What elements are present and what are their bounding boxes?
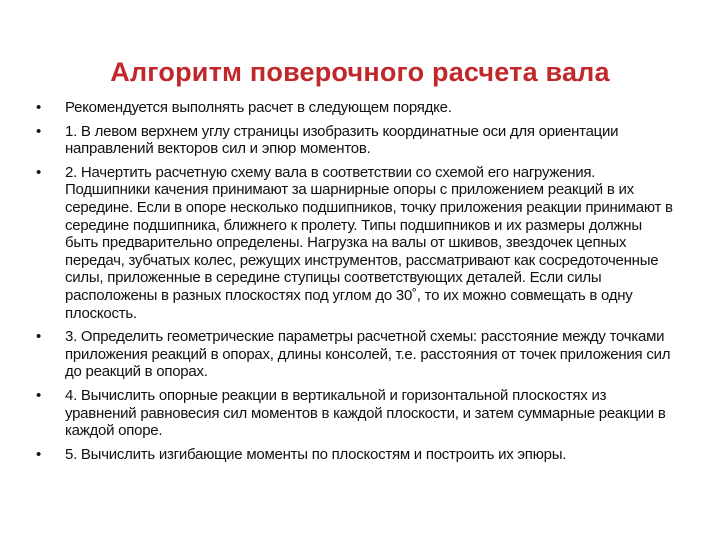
bullet-item-step-5 [36, 446, 676, 464]
bullet-item-step-4 [36, 387, 676, 440]
bullet-item-step-2 [36, 164, 676, 322]
slide-title: Алгоритм поверочного расчета вала [110, 57, 610, 87]
bullet-item-step-3 [36, 328, 676, 381]
bullet-marker: • [36, 386, 42, 404]
bullet-text: 1. В левом верхнем углу страницы изобразить координатные оси для ориентации направлений векторов сил и эпюр моментов. [65, 122, 619, 158]
bullet-list [36, 99, 676, 469]
bullet-text: Рекомендуется выполнять расчет в следующем порядке. [65, 99, 452, 116]
bullet-text: 5. Вычислить изгибающие моменты по плоскостям и построить их эпюры. [65, 445, 567, 463]
bullet-marker: • [36, 163, 42, 181]
bullet-marker: • [36, 328, 42, 346]
bullet-item-intro [36, 99, 676, 117]
bullet-marker: • [36, 99, 42, 116]
bullet-text: 4. Вычислить опорные реакции в вертикальной и горизонтальной плоскостях из уравнений равновесия сил моментов в каждой плоскости, и затем суммарные реакции в каждой опоре. [65, 386, 666, 440]
bullet-text: 2. Начертить расчетную схему вала в соответствии со схемой его нагружения. Подшипники качения принимают за шарнирные опоры с приложением реакций в их середине. Если в опоре несколько подшипников, точку приложения реакции принимают в середине подшипника, ближнего к пролету. Типы подшипников и их размеры должны быть предварительно определены. Нагрузка на валы от шкивов, звездочек цепных передач, зубчатых колес, режущих инструментов, рассматривают как сосредоточенные силы, приложенные в середине ступицы соответствующих деталей. Если силы расположены в разных плоскостях под углом до 30˚, то их можно совмещать в одну плоскость. [65, 163, 673, 322]
bullet-text: 3. Определить геометрические параметры расчетной схемы: расстояние между точками приложения реакций в опорах, длины консолей, т.е. расстояния от точек приложения сил до реакций в опорах. [65, 328, 671, 381]
bullet-marker: • [36, 445, 42, 463]
bullet-item-step-1 [36, 123, 676, 158]
bullet-marker: • [36, 122, 42, 140]
